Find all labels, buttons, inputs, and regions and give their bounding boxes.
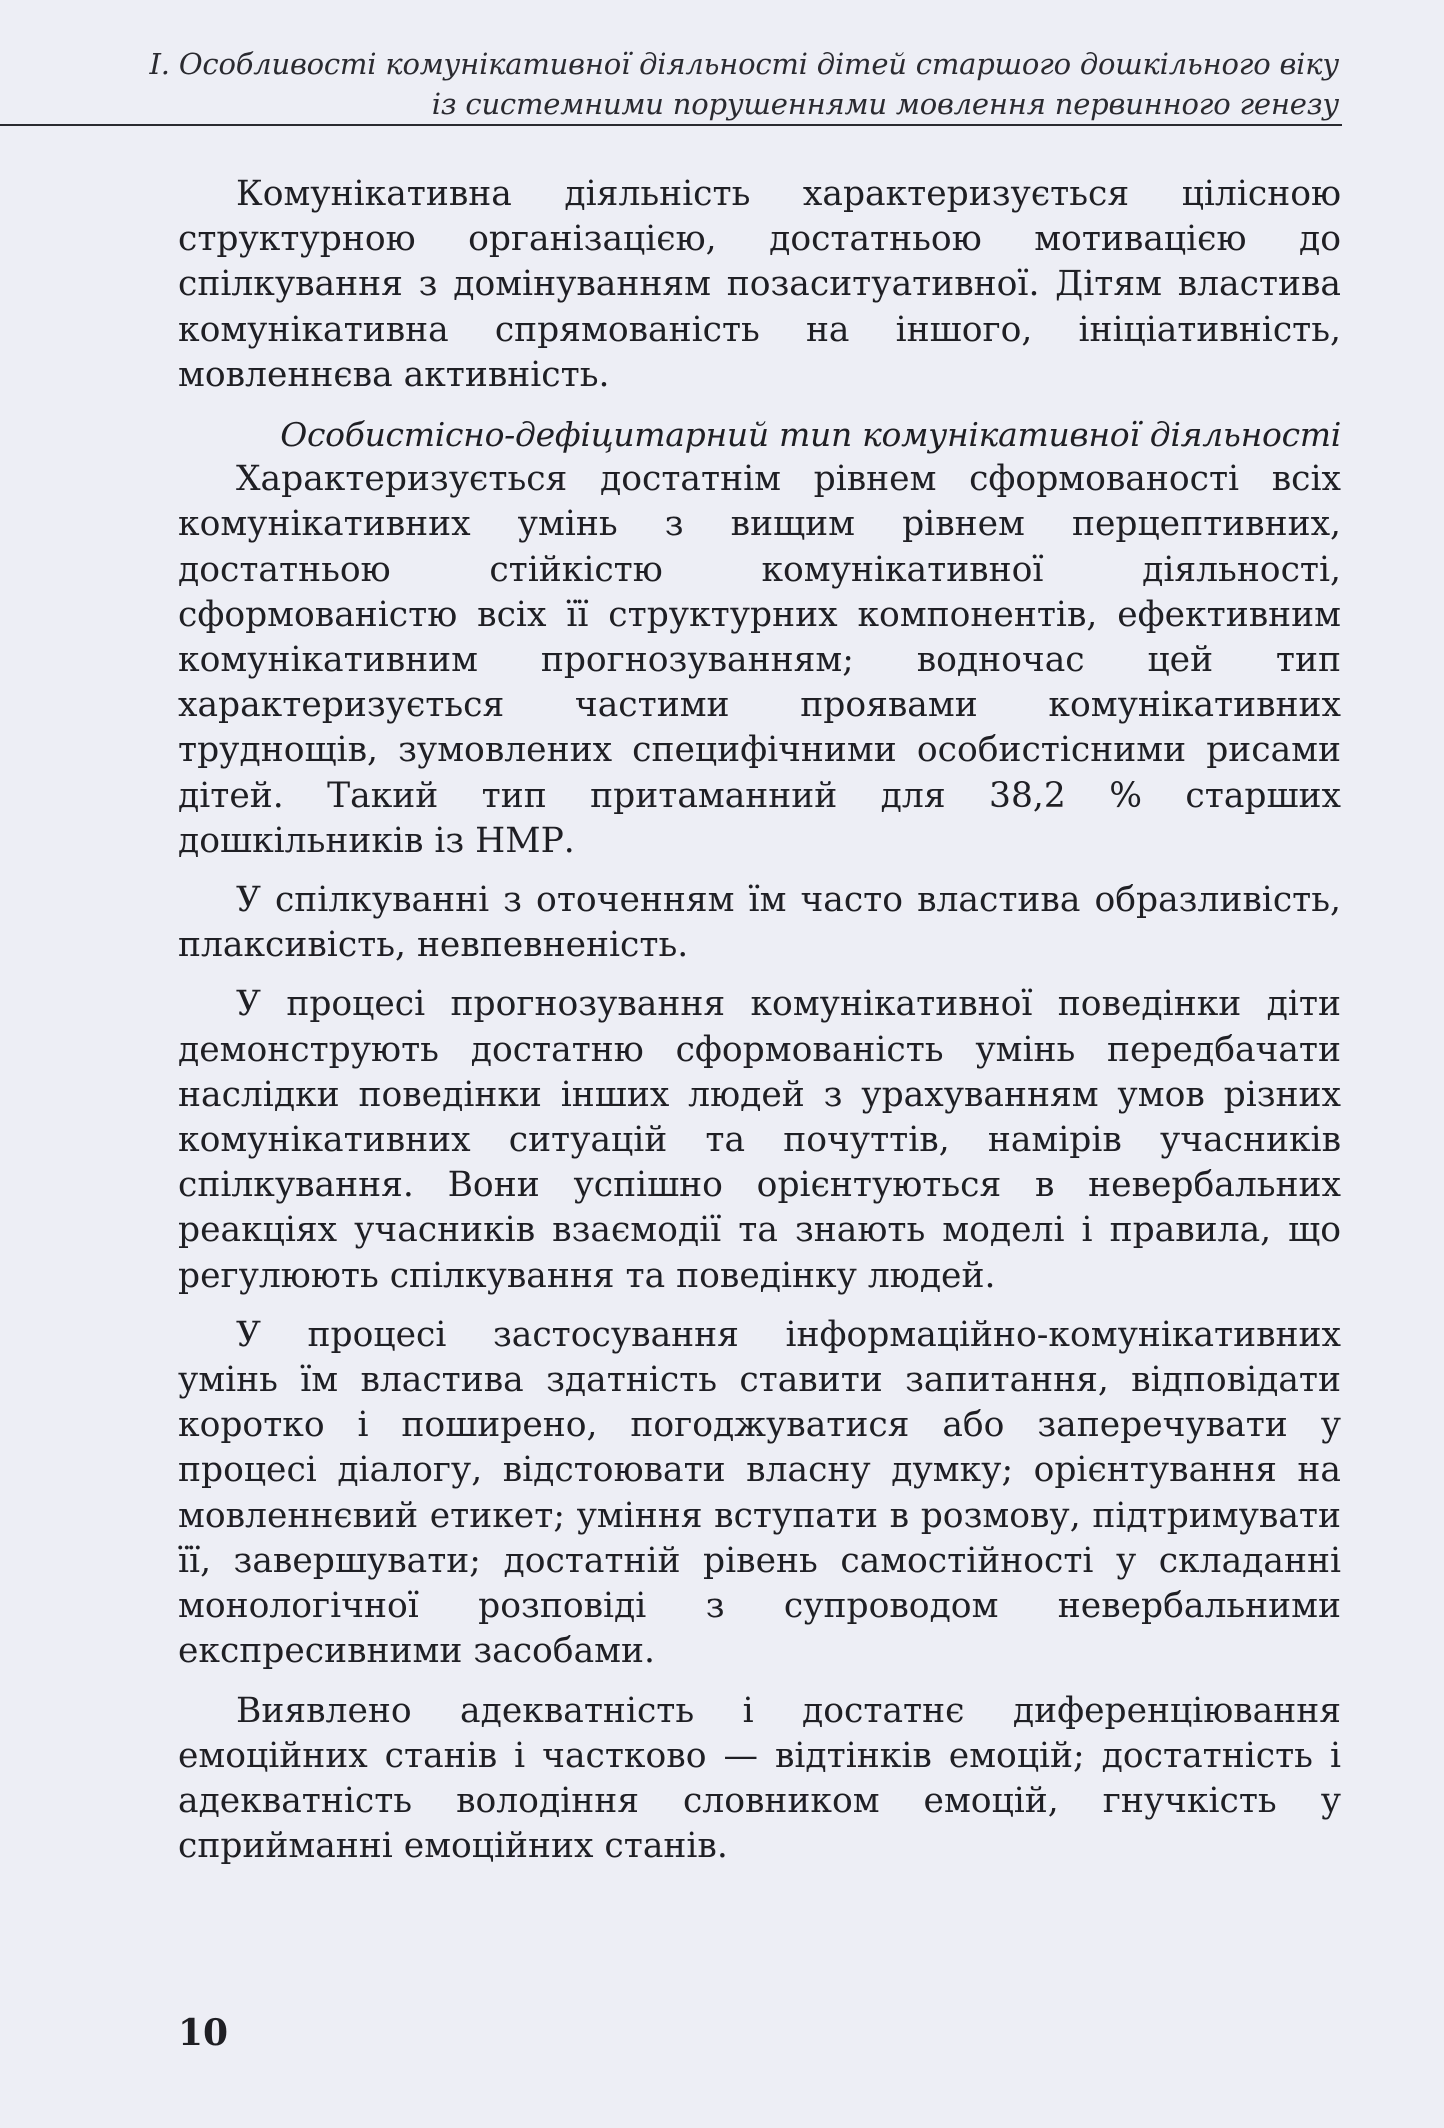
section-heading: Особистісно-дефіцитарний тип комунікативної діяльності [280,415,1341,455]
paragraph-4: У процесі прогнозування комунікативної поведінки діти демонструють достатню сформованість умінь передбачати наслідки поведінки інших людей з урахуванням умов різних комунікативних ситуацій та почуттів, намірів учасників спілкування. Вони успішно орієнтуються в невербальних реакціях учасників взаємодії та знають моделі і правила, що регулюють спілкування та поведінку людей. [178,984,1341,1296]
paragraph-2: Характеризується достатнім рівнем сформованості всіх комунікативних умінь з вищим рівнем перцептивних, достатньою стійкістю комунікативної діяльності, сформованістю всіх її структурних компонентів, ефективним комунікативним прогнозуванням; водночас цей тип характеризується частими проявами комунікативних труднощів, зумовлених специфічними особистісними рисами дітей. Такий тип притаманний для 38,2 % старших дошкільників із НМР. [178,459,1341,861]
page-number: 10 [178,2012,229,2054]
running-head-line-1: I. Особливості комунікативної діяльності дітей старшого дошкільного віку [149,47,1339,81]
header-rule [0,124,1342,126]
paragraph-3: У спілкуванні з оточенням їм часто властива образливість, плаксивість, невпевненість. [178,880,1341,966]
page-body [178,172,1341,1883]
paragraph-1: Комунікативна діяльність характеризується цілісною структурною організацією, достатньою мотивацією до спілкування з домінуванням позаситуативної. Дітям властива комунікативна спрямованість на іншого, ініціативність, мовленнєва активність. [178,174,1341,395]
running-head [0,44,1339,124]
paragraph-5: У процесі застосування інформаційно-комунікативних умінь їм властива здатність ставити запитання, відповідати коротко і поширено, погоджуватися або заперечувати у процесі діалогу, відстоювати власну думку; орієнтування на мовленнєвий етикет; уміння вступати в розмову, підтримувати її, завершувати; достатній рівень самостійності у складанні монологічної розповіді з супроводом невербальними експресивними засобами. [178,1314,1341,1672]
paragraph-6: Виявлено адекватність і достатнє диференціювання емоційних станів і частково — відтінків емоцій; достатність і адекватність володіння словником емоцій, гнучкість у сприйманні емоційних станів. [178,1690,1341,1867]
running-head-line-2: із системними порушеннями мовлення первинного генезу [431,87,1339,121]
